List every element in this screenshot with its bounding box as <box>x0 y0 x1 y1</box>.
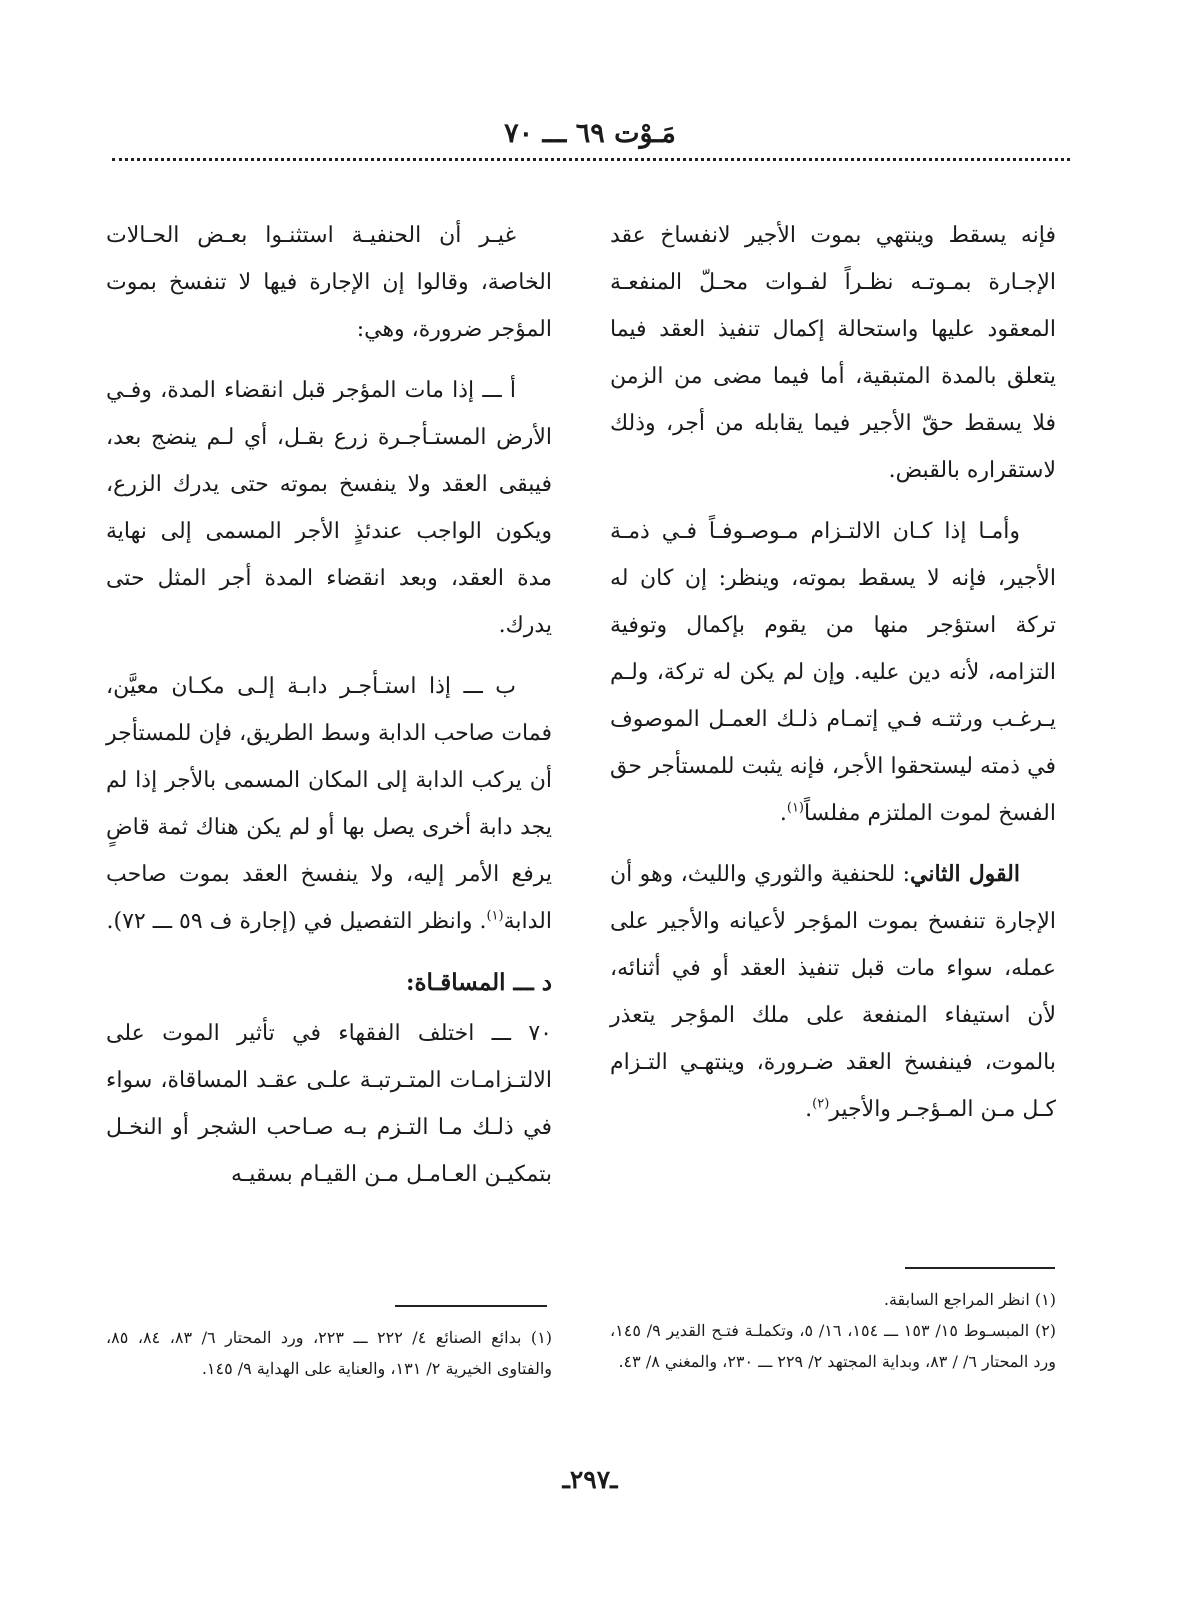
right-paragraph-3-end: . <box>805 1097 813 1122</box>
footnote-left-1: (١) بدائع الصنائع ٤/ ٢٢٢ ـــ ٢٢٣، ورد المحتار ٦/ ٨٣، ٨٤، ٨٥، والفتاوى الخيرية ٢/ ١٣١، والعناية على الهداية ٩/ ١٤٥. <box>106 1328 553 1378</box>
left-paragraph-2: أ ـــ إذا مات المؤجر قبل انقضاء المدة، وفـي الأرض المستـأجـرة زرع بقـل، أي لـم ينضج بعد، فيبقى العقد ولا ينفسخ بموته حتى يدرك الزرع، ويكون الواجب عندئذٍ الأجر المسمى إلى نهاية مدة العقد، وبعد انقضاء المدة أجر المثل حتى يدرك. <box>106 378 552 638</box>
right-paragraph-3-text: : للحنفية والثوري والليث، وهو أن الإجارة تنفسخ بموت المؤجر لأعيانه والأجير على عمله، سواء مات قبل تنفيذ العقد أو في أثنائه، لأن استيفاء المنفعة على ملك المؤجر يتعذر بالموت، فينفسخ العقد ضـرورة، وينتهـي التـزام كـل مـن المـؤجـر والأجير <box>610 862 1056 1122</box>
footnote-ref-1: (١) <box>786 800 804 816</box>
footnote-ref-left-1: (١) <box>486 908 504 924</box>
right-paragraph-1: فإنه يسقط وينتهي بموت الأجير لانفساخ عقد الإجـارة بمـوتـه نظـراً لفـوات محـلّ المنفعـة المعقود عليها واستحالة إكمال تنفيذ العقد فيما يتعلق بالمدة المتبقية، أما فيما مضى من الزمن فلا يسقط حقّ الأجير فيما يقابله من أجر، وذلك لاستقراره بالقبض. <box>610 223 1056 483</box>
left-paragraph-3-end: . وانظر التفصيل في (إجارة ف ٥٩ ـــ ٧٢). <box>106 909 487 934</box>
right-paragraph-2 <box>610 508 1056 837</box>
right-column <box>610 212 1056 1147</box>
footnotes-right <box>610 1284 1056 1377</box>
footnotes-left <box>106 1322 552 1384</box>
footnote-ref-2: (٢) <box>812 1096 830 1112</box>
footnote-right-2: (٢) المبسـوط ١٥/ ١٥٣ ـــ ١٥٤، ١٦/ ٥، وتكملـة فتـح القدير ٩/ ١٤٥، ورد المحتار ٦/ / ٨٣، وبداية المجتهد ٢/ ٢٢٩ ـــ ٢٣٠، والمغني ٨/ ٤٣. <box>610 1321 1057 1371</box>
left-column <box>106 212 552 1212</box>
page-header-title: مَـوْت ٦٩ ـــ ٧٠ <box>504 118 676 149</box>
right-paragraph-3 <box>610 851 1056 1133</box>
footnote-divider-left <box>395 1305 547 1307</box>
page-number: ـ٢٩٧ـ <box>562 1465 618 1494</box>
section-heading-musaqat: د ـــ المساقـاة: <box>406 969 552 996</box>
right-paragraph-2-text: وأمـا إذا كـان الالتـزام مـوصـوفـاً فـي ذمـة الأجير، فإنه لا يسقط بموته، وينظر: إن كان له تركة استؤجر منها من يقوم بإكمال وتوفية التزامه، لأنه دين عليه. وإن لم يكن له تركة، ولـم يـرغـب ورثتـه فـي إتمـام ذلـك العمـل الموصوف في ذمته ليستحقوا الأجر، فإنه يثبت للمستأجر حق الفسخ لموت الملتزم مفلساً <box>610 519 1056 826</box>
footnote-divider-right <box>905 1267 1055 1269</box>
left-paragraph-3-text: ب ـــ إذا استـأجـر دابـة إلـى مكـان معيَّن، فمات صاحب الدابة وسط الطريق، فإن للمستأجر أن يركب الدابة إلى المكان المسمى بالأجر إذا لم يجد دابة أخرى يصل بها أو لم يكن هناك ثمة قاضٍ يرفع الأمر إليه، ولا ينفسخ العقد بموت صاحب الدابة <box>106 674 552 934</box>
second-opinion-label: القول الثاني <box>910 861 1020 887</box>
footnote-right-1: (١) انظر المراجع السابقة. <box>883 1290 1056 1309</box>
right-paragraph-2-end: . <box>779 801 787 826</box>
left-paragraph-3 <box>106 663 552 945</box>
left-paragraph-1: غيـر أن الحنفيـة استثنـوا بعـض الحـالات الخاصة، وقالوا إن الإجارة فيها لا تنفسخ بموت المؤجر ضرورة، وهي: <box>106 223 552 342</box>
left-paragraph-4: ٧٠ ـــ اختلف الفقهاء في تأثير الموت على الالتـزامـات المتـرتبـة علـى عقـد المساقاة، سواء في ذلـك مـا التـزم بـه صـاحب الشجر أو النخـل بتمكيـن العـامـل مـن القيـام بسقيـه <box>106 1021 552 1187</box>
header-dotted-divider <box>112 158 1070 161</box>
